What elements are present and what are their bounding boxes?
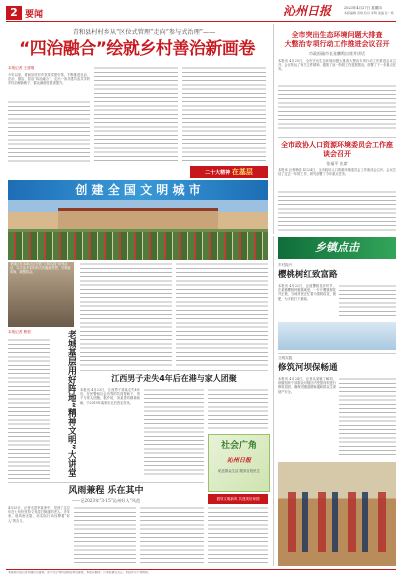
right-top-subtitle: 市政府副市长张鹏鸣出席并讲话	[309, 51, 365, 56]
lead-body-column-2	[94, 66, 178, 163]
middle-divider	[80, 370, 268, 371]
story2-body: 本报讯 4月24日，记者从某镇了解到，该镇组织干部群众对辖区内受损河坝进行修筑加固，确保汛期道路畅通和群众生命财产安全。	[278, 377, 336, 394]
left-byline: 本报记者 曹莉	[8, 330, 31, 334]
ad-block	[208, 434, 270, 492]
story1-photo	[278, 322, 396, 350]
bottom-footer-band: 倡导文明新风 共建美好家园	[208, 494, 268, 504]
footer-rule	[6, 569, 396, 570]
right-divider-2	[273, 236, 274, 566]
middle-body: 本报讯 4月23日，江西男子刘某走失4年后，在民警和社会各界的共同帮助下，终于与家人团聚。据介绍，刘某患有精神疾病，于2019年离家出走后杳无音讯。	[80, 388, 140, 405]
photo-crowd	[8, 232, 268, 260]
middle-body-3	[208, 388, 268, 430]
banner-photo	[8, 200, 268, 260]
section-band-title: 乡镇点击	[315, 241, 359, 254]
middle-title: 江西男子走失4年后在港与家人团聚	[111, 374, 237, 383]
center-body-2	[176, 262, 268, 367]
right-column-divider	[273, 24, 274, 234]
bottom-body: 4月25日，记者走进李某家中，见到了这位年近七旬仍坚持义务清扫街道的老人。多年来，他风雨无阻，用实际行动诠释着“好人”的含义。	[8, 506, 70, 523]
center-body-1	[80, 262, 172, 367]
right-divider-3	[278, 353, 396, 354]
ad-slogan: 贴近群众生活 服务百姓民生	[218, 469, 260, 473]
photo-people	[288, 492, 386, 552]
banner-tag	[190, 166, 268, 178]
bottom-subtitle: ——记2023年“3·15”沁州好人“风范	[71, 498, 141, 503]
bottom-body-2	[74, 506, 136, 566]
paper-logo: 沁州日报	[283, 4, 332, 18]
story1-title: 樱桃树红致富路	[278, 270, 338, 280]
lead-body-column-3	[182, 66, 266, 163]
photo-building	[58, 208, 218, 229]
right-top-body-cols	[278, 84, 396, 132]
right-mid-body-cols	[278, 190, 396, 232]
page-number-badge: 2	[6, 6, 22, 20]
banner-title: 创 建 全 国 文 明 城 市	[75, 183, 201, 197]
story1-body: 本报讯 4月22日，正值樱桃花开时节，在某镇樱桃种植基地里，一片片樱桃树花开正艳，当地村民正忙着为果树疏花、施肥，为丰收打下基础。	[278, 284, 336, 301]
story1-kicker: 乡村振兴	[278, 263, 293, 267]
left-vertical-body	[8, 338, 50, 480]
right-mid-body: 本报讯 记者韩佳 4月24日，全市政协人口资源环境委员会工作座谈会召开。会议总结了过去一年的工作，研究部署了今年重点任务。	[278, 168, 396, 177]
story2-kicker: 文明实践	[278, 356, 293, 360]
right-top-title-1: 全市突出生态环境问题大排查	[291, 31, 383, 39]
lead-body: 今年以来，青和县村村乡坚持党建引领，不断推进自治、法治、德治、智治“四治融合”，走出一条共建共治共享的乡村治理新路子，群众满意度显著提升。	[8, 73, 90, 86]
banner-tag-strong: 在基层	[231, 168, 253, 176]
lead-body-columns	[8, 100, 90, 163]
story2-body-2	[339, 377, 396, 457]
bottom-divider	[8, 482, 204, 483]
bottom-title: 风雨兼程 乐在其中	[68, 486, 144, 496]
story1-body-2	[339, 284, 396, 318]
right-top-body: 本报讯 4月25日，全市突出生态环境问题大排查大整治专项行动工作推进会议召开。会议传达了有关文件精神，通报了前一阶段工作进展情况，部署了下一步重点任务。	[278, 59, 396, 72]
left-vertical-title: 老城基层用好阵地“精神文明”大讲堂	[66, 330, 76, 477]
lead-byline: 本报记者 王建明	[8, 66, 35, 70]
left-caption: 老城区在本地社区开展“文明实践”系列活动，以丰富多彩的形式传播新思想，引领新风尚，凝聚群众。	[10, 262, 71, 275]
masthead-rule	[6, 21, 396, 22]
editors-line: 本版编辑 吴琪 校对 李明 美编 张一鸣	[344, 11, 394, 15]
middle-body-2	[144, 388, 204, 478]
ad-brand: 沁州日报	[226, 457, 251, 464]
lead-kicker: 青和县村村乡从“区位式管理”走向“参与式治理”——	[72, 29, 216, 36]
bottom-body-4	[208, 506, 268, 566]
footer-note: 本版图片由记者和通讯员提供，部分文字材料由相关单位提供，本报有删改。凡本报署名文章，未经许可不得转载。	[8, 571, 151, 574]
date-line: 2023年4月27日 星期四	[344, 6, 382, 10]
banner-tag-text: 二十大精神	[205, 170, 231, 176]
right-top-title-2: 大整治专项行动工作推进会议召开	[284, 40, 390, 48]
lead-headline: “四治融合”绘就乡村善治新画卷	[19, 39, 255, 59]
ad-title: 社会广角	[220, 441, 257, 451]
right-mid-subtitle: 张福平 出席	[326, 161, 348, 166]
story2-title: 修筑河坝保畅通	[278, 363, 338, 373]
bottom-body-3	[140, 506, 204, 566]
right-divider-1	[278, 137, 396, 138]
right-mid-title: 全市政协人口资源环境委员会工作座谈会召开	[281, 141, 393, 158]
section-title: 要闻	[25, 10, 44, 20]
right-bottom-photo	[278, 462, 396, 566]
